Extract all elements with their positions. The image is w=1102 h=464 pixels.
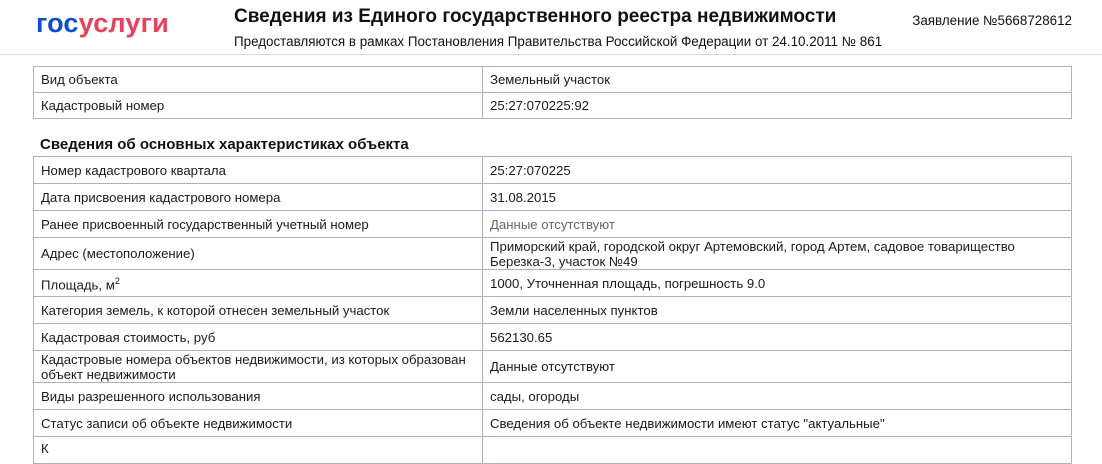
field-value: 1000, Уточненная площадь, погрешность 9.0 [483, 270, 1072, 297]
field-label: Кадастровые номера объектов недвижимости, из которых образован объект недвижимости [34, 351, 483, 383]
field-value: сады, огороды [483, 383, 1072, 410]
field-label: Категория земель, к которой отнесен земельный участок [34, 297, 483, 324]
field-label: К [34, 437, 483, 464]
field-value: 25:27:070225 [483, 157, 1072, 184]
field-label: Дата присвоения кадастрового номера [34, 184, 483, 211]
application-number: Заявление №5668728612 [912, 13, 1072, 28]
table-row [34, 211, 1072, 238]
table-row [34, 270, 1072, 297]
area-label-text: Площадь, м [41, 277, 115, 293]
field-value: Данные отсутствуют [483, 211, 1072, 238]
table-row [34, 410, 1072, 437]
field-label: Ранее присвоенный государственный учетный номер [34, 211, 483, 238]
field-value: Сведения об объекте недвижимости имеют статус "актуальные" [483, 410, 1072, 437]
table-row [34, 383, 1072, 410]
header-divider [0, 54, 1102, 55]
table-row [34, 67, 1072, 93]
table-row [34, 157, 1072, 184]
field-value: Данные отсутствуют [483, 351, 1072, 383]
field-label: Виды разрешенного использования [34, 383, 483, 410]
logo-text-part1: гос [36, 8, 79, 38]
document-subtitle: Предоставляются в рамках Постановления Правительства Российской Федерации от 24.10.2011 № 861 [234, 34, 883, 49]
logo-text-part2: услуги [78, 8, 169, 38]
object-table [33, 66, 1072, 119]
gosuslugi-logo[interactable] [36, 8, 169, 39]
field-value: Приморский край, городской округ Артемовский, город Артем, садовое товарищество Березка-3, участок №49 [483, 238, 1072, 270]
characteristics-table [33, 156, 1072, 464]
field-label [34, 270, 483, 297]
field-value: Земельный участок [483, 67, 1072, 93]
field-label: Кадастровый номер [34, 93, 483, 119]
table-row [34, 93, 1072, 119]
table-row [34, 238, 1072, 270]
page-header [0, 0, 1102, 56]
field-label: Статус записи об объекте недвижимости [34, 410, 483, 437]
field-label: Вид объекта [34, 67, 483, 93]
field-label: Адрес (местоположение) [34, 238, 483, 270]
field-value: 25:27:070225:92 [483, 93, 1072, 119]
table-row [34, 184, 1072, 211]
field-value: 31.08.2015 [483, 184, 1072, 211]
document-title: Сведения из Единого государственного реестра недвижимости [234, 6, 837, 27]
area-unit-superscript: 2 [114, 275, 120, 286]
table-row [34, 297, 1072, 324]
field-label: Кадастровая стоимость, руб [34, 324, 483, 351]
field-value: Земли населенных пунктов [483, 297, 1072, 324]
table-row [34, 324, 1072, 351]
field-label: Номер кадастрового квартала [34, 157, 483, 184]
table-row [34, 351, 1072, 383]
field-value: 562130.65 [483, 324, 1072, 351]
section-title: Сведения об основных характеристиках объекта [40, 136, 409, 153]
